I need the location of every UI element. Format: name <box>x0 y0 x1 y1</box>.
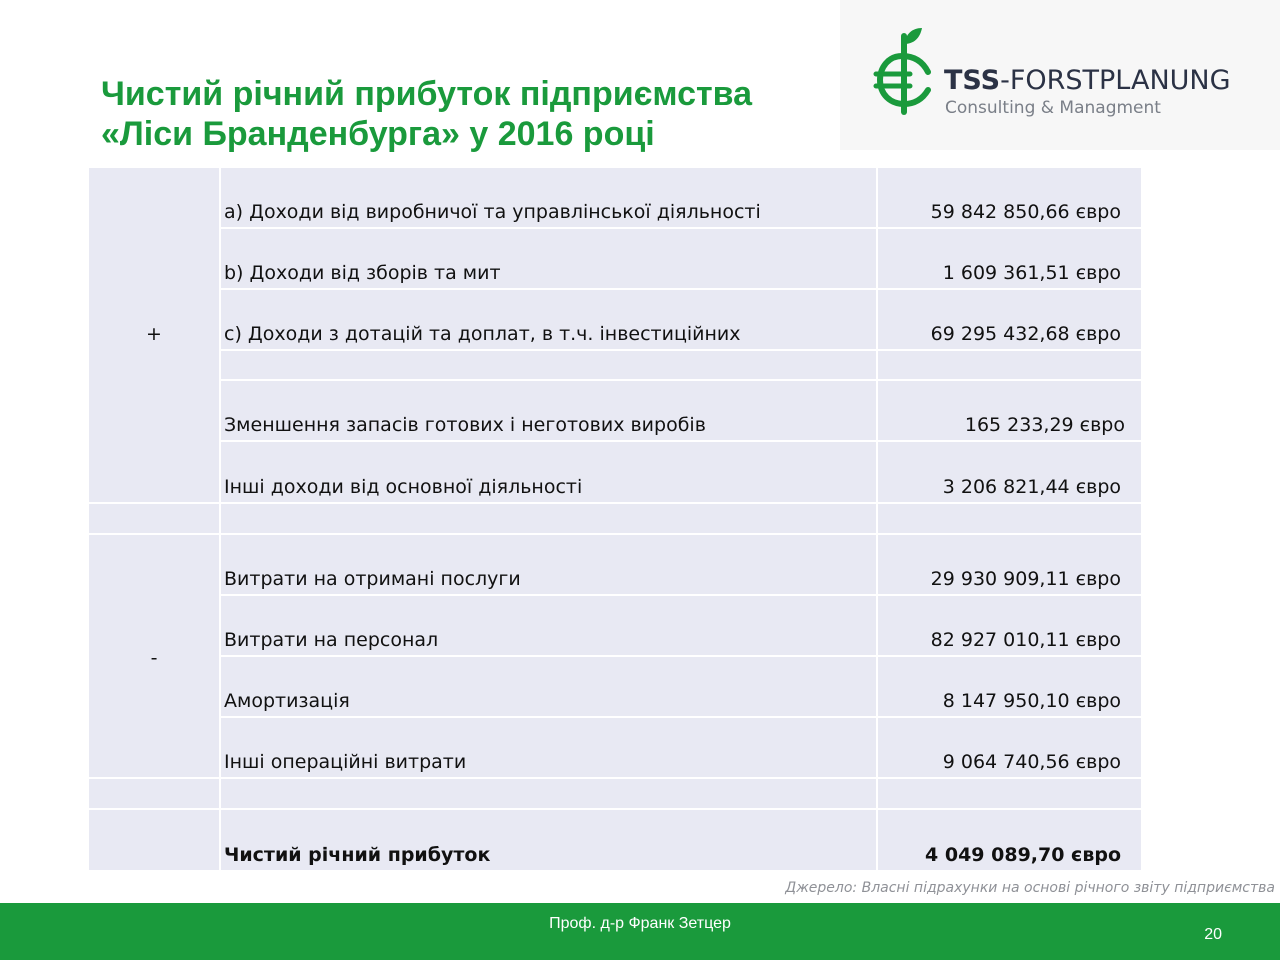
total-amount: 4 049 089,70 євро <box>925 844 1121 866</box>
profit-table <box>89 168 1141 870</box>
logo-brand-rest: -FORSTPLANUNG <box>1000 65 1231 96</box>
row-amount: 69 295 432,68 євро <box>930 323 1121 345</box>
table-row-empty <box>89 351 1141 379</box>
row-label: Зменшення запасів готових і неготових виробів <box>224 414 706 436</box>
logo-brand <box>944 66 1231 96</box>
total-label: Чистий річний прибуток <box>224 844 491 866</box>
page-title <box>101 74 752 154</box>
page-title-line1: Чистий річний прибуток підприємства <box>101 75 753 113</box>
row-label: Інші операційні витрати <box>224 751 467 773</box>
minus-sign: - <box>150 647 158 669</box>
table-row-empty <box>89 504 1141 533</box>
footer-author: Проф. д-р Франк Зетцер <box>549 915 731 932</box>
row-amount: 82 927 010,11 євро <box>930 629 1121 651</box>
source-note: Джерело: Власні підрахунки на основі річного звіту підприємства <box>785 880 1275 896</box>
row-label: Інші доходи від основної діяльності <box>224 476 583 498</box>
row-amount: 165 233,29 євро <box>964 414 1125 436</box>
table-row <box>89 718 1141 777</box>
row-label: Витрати на персонал <box>224 629 439 651</box>
table-row <box>89 596 1141 655</box>
row-amount: 1 609 361,51 євро <box>942 262 1121 284</box>
table-row <box>89 535 1141 594</box>
page-number: 20 <box>1204 926 1222 943</box>
page-title-line2: «Ліси Бранденбурга» у 2016 році <box>101 115 655 153</box>
table-row-empty <box>89 779 1141 808</box>
logo-brand-bold: TSS <box>944 65 1001 96</box>
row-amount: 59 842 850,66 євро <box>930 201 1121 223</box>
row-amount: 3 206 821,44 євро <box>942 476 1121 498</box>
euro-sprout-icon <box>870 22 942 126</box>
row-amount: 29 930 909,11 євро <box>930 568 1121 590</box>
row-label: b) Доходи від зборів та мит <box>224 262 501 284</box>
row-label: Амортизація <box>224 690 350 712</box>
row-amount: 8 147 950,10 євро <box>942 690 1121 712</box>
row-amount: 9 064 740,56 євро <box>942 751 1121 773</box>
table-row <box>89 657 1141 716</box>
row-label: c) Доходи з дотацій та доплат, в т.ч. інвестиційних <box>224 323 741 345</box>
table-row <box>89 442 1141 502</box>
table-row <box>89 381 1141 440</box>
row-label: a) Доходи від виробничої та управлінської діяльності <box>224 201 761 223</box>
logo-subtitle: Consulting & Managment <box>945 98 1161 118</box>
plus-sign: + <box>146 323 162 345</box>
table-row <box>89 229 1141 288</box>
row-label: Витрати на отримані послуги <box>224 568 521 590</box>
total-row <box>89 810 1141 870</box>
footer-bar <box>0 903 1280 960</box>
table-row <box>89 168 1141 227</box>
table-row <box>89 290 1141 349</box>
